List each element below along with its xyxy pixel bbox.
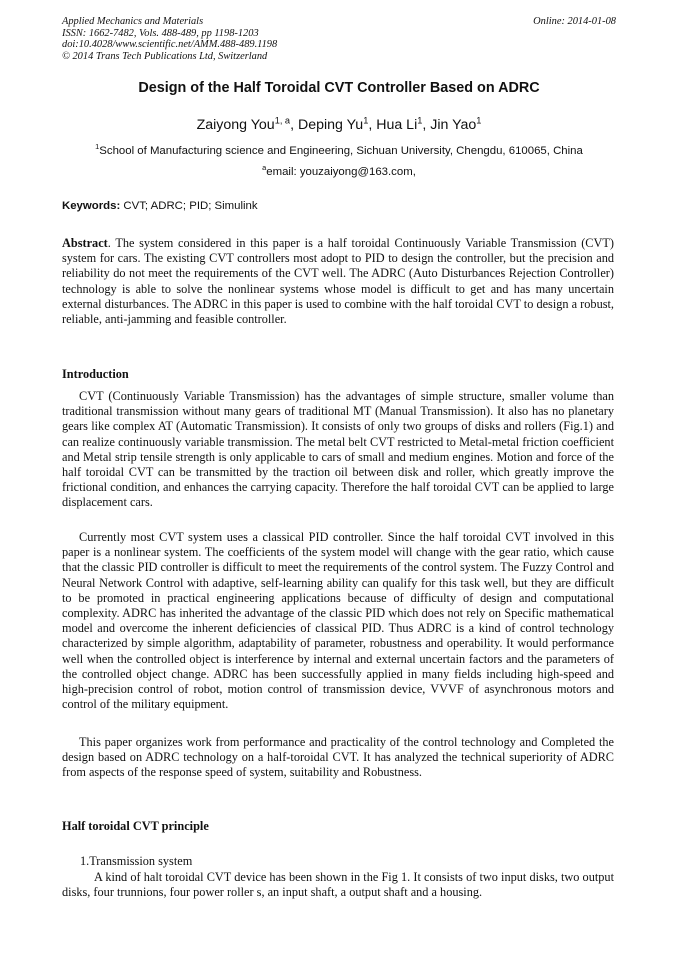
intro-paragraph-3: This paper organizes work from performance and practicality of the control technology and Completed the design based on ADRC technology on a half-toroidal CVT. It has analyzed the technical superiority of ADRC from aspects of the response speed of system, suitability and Robustness. xyxy=(62,735,614,780)
keywords-text: CVT; ADRC; PID; Simulink xyxy=(120,200,258,212)
keywords-label: Keywords: xyxy=(62,200,121,212)
issn-line: ISSN: 1662-7482, Vols. 488-489, pp 1198-1203 xyxy=(62,27,259,39)
email-line xyxy=(62,163,616,178)
author-affil-mark: 1 xyxy=(363,115,369,126)
paper-title: Design of the Half Toroidal CVT Controller Based on ADRC xyxy=(138,80,540,96)
intro-paragraph-2: Currently most CVT system uses a classical PID controller. Since the half toroidal CVT involved in this paper is a nonlinear system. The coefficients of the system model will change with the gear ratio, which cause that the classic PID controller is difficult to meet the requirements of the control system. The Fuzzy Control and Neural Network Control with adaptive, self-learning ability can qualify for this task well, but they are difficult to be promoted in practical engineering applications because of difficulty of design and computational complexity. ADRC has inherited the advantage of the classic PID which does not rely on Specific mathematical model and overcome the inherent deficiencies of classical PID. Thus ADRC is a kind of control technology characterized by simple algorithm, adaptability of parameter, robustness and operability. It would performance well when the controlled object is interference by internal and external uncertain factors and the parameters of the controlled object change. ADRC has been successfully applied in many fields including high-speed and high-precision control of robot, motion control of transmission device, VVVF of asynchronous motors and control of the military equipment. xyxy=(62,530,614,712)
author-affil-mark: 1 xyxy=(476,115,482,126)
keywords xyxy=(62,200,616,212)
author-name: , Deping Yu xyxy=(290,117,364,133)
email-mark: a xyxy=(262,163,267,173)
abstract xyxy=(62,236,614,327)
author-name: Zaiyong You xyxy=(196,117,275,133)
abstract-text: . The system considered in this paper is a half toroidal Continuously Variable Transmission (CVT) system for cars. The existing CVT controllers most adopt to PID to design the controller, but the precision and reliability do not meet the requirements of the CVT well. The ADRC (Auto Disturbances Rejection Controller) technology is able to solve the nonlinear systems whose model is difficult to get and has many uncertain external disturbances. The ADRC in this paper is used to combine with the half toroidal CVT to design a robust, reliable, anti-jamming and feasible controller. xyxy=(62,236,614,327)
affiliation xyxy=(62,142,616,157)
author-name: , Hua Li xyxy=(368,117,418,133)
copyright-line: © 2014 Trans Tech Publications Ltd, Switzerland xyxy=(62,50,268,62)
author-affil-mark: 1, a xyxy=(274,115,291,126)
affiliation-text: School of Manufacturing science and Engineering, Sichuan University, Chengdu, 610065, China xyxy=(99,145,583,157)
author-affil-mark: 1 xyxy=(417,115,423,126)
affiliation-mark: 1 xyxy=(95,142,100,152)
intro-paragraph-1: CVT (Continuously Variable Transmission) has the advantages of simple structure, smaller volume than traditional transmission without many gears of traditional MT (Manual Transmission). It also has no planetary gears like complex AT (Automatic Transmission). It consists of only two groups of disks and rollers (Fig.1) and can realize continuously variable transmission. The metal belt CVT restricted to Metal-metal friction coefficient and Metal strip tensile strength is only applicable to cars of small and medium engines. Motion and force of the half toroidal CVT can be transmitted by the traction oil between disk and roller, which greatly improve the frictional condition, and enhances the carrying capacity. Therefore the half toroidal CVT can be applied to large displacement cars. xyxy=(62,389,614,510)
section-heading-principle: Half toroidal CVT principle xyxy=(62,819,209,833)
abstract-label: Abstract xyxy=(62,236,108,250)
author-list xyxy=(62,117,616,133)
section-heading-introduction: Introduction xyxy=(62,367,129,381)
online-date: Online: 2014-01-08 xyxy=(533,16,616,27)
principle-paragraph-1: A kind of halt toroidal CVT device has been shown in the Fig 1. It consists of two input disks, two output disks, four trunnions, four power roller s, an input shaft, a output shaft and a housing. xyxy=(62,870,614,900)
email-text: email: youzaiyong@163.com, xyxy=(266,166,416,178)
author-name: , Jin Yao xyxy=(422,117,477,133)
journal-header xyxy=(62,16,616,62)
journal-name: Applied Mechanics and Materials xyxy=(62,16,204,27)
subsection-heading: 1.Transmission system xyxy=(80,854,193,868)
doi-line: doi:10.4028/www.scientific.net/AMM.488-489.1198 xyxy=(62,39,278,51)
